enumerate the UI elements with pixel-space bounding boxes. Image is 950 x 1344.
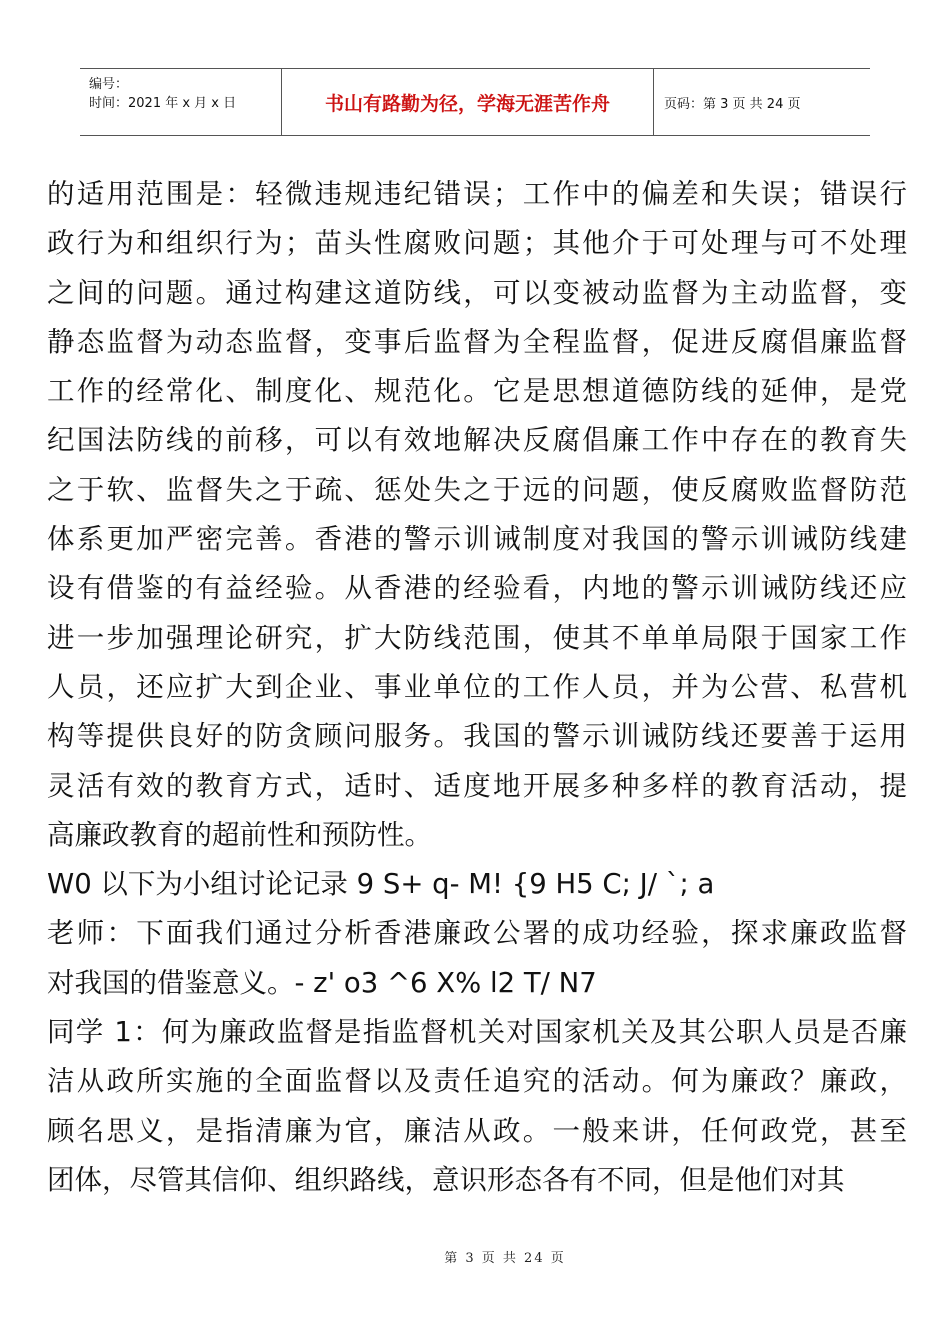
header-page-info: 页码：第 3 页 共 24 页 <box>664 96 801 112</box>
body-line: 对我国的借鉴意义。- z' o3 ^6 X% l2 T/ N7 <box>47 966 597 999</box>
body-line: 设有借鉴的有益经验。从香港的经验看，内地的警示训诫防线还应 <box>47 572 907 605</box>
body-line: 进一步加强理论研究，扩大防线范围，使其不单单局限于国家工作 <box>47 621 907 654</box>
body-line: W0 以下为小组讨论记录 9 S+ q- M! {9 H5 C; J/ `; a <box>47 868 715 901</box>
body-line: 构等提供良好的防贪顾问服务。我国的警示训诫防线还要善于运用 <box>47 720 907 753</box>
body-line: 高廉政教育的超前性和预防性。 <box>47 818 432 851</box>
body-line: 工作的经常化、制度化、规范化。它是思想道德防线的延伸，是党 <box>47 375 907 408</box>
body-line: 顾名思义，是指清廉为官，廉洁从政。一般来讲，任何政党，甚至 <box>47 1114 907 1147</box>
body-line: 体系更加严密完善。香港的警示训诫制度对我国的警示训诫防线建 <box>47 523 907 556</box>
header-page-cell <box>654 69 870 135</box>
body-line: 静态监督为动态监督，变事后监督为全程监督，促进反腐倡廉监督 <box>47 325 907 358</box>
page-footer: 第 3 页 共 24 页 <box>444 1251 566 1266</box>
body-line: 的适用范围是：轻微违规违纪错误；工作中的偏差和失误；错误行 <box>47 178 907 210</box>
body-line: 之于软、监督失之于疏、惩处失之于远的问题，使反腐败监督防范 <box>47 473 907 506</box>
body-line: 之间的问题。通过构建这道防线，可以变被动监督为主动监督，变 <box>47 276 907 309</box>
header-meta <box>80 69 282 135</box>
body-line: 老师：下面我们通过分析香港廉政公署的成功经验，探求廉政监督 <box>47 917 907 950</box>
body-line: 人员，还应扩大到企业、事业单位的工作人员，并为公营、私营机 <box>47 670 907 703</box>
body-line: 政行为和组织行为；苗头性腐败问题；其他介于可处理与可不处理 <box>47 227 907 260</box>
body-line: 洁从政所实施的全面监督以及责任追究的活动。何为廉政？廉政， <box>47 1065 907 1098</box>
time-label: 时间：2021 年 x 月 x 日 <box>89 96 237 111</box>
body-line: 纪国法防线的前移，可以有效地解决反腐倡廉工作中存在的教育失 <box>47 424 907 457</box>
body-line: 团体，尽管其信仰、组织路线，意识形态各有不同，但是他们对其 <box>47 1163 845 1196</box>
document-body <box>47 170 907 1205</box>
body-line: 灵活有效的教育方式，适时、适度地开展多种多样的教育活动，提 <box>47 769 907 802</box>
body-line: 同学 1：何为廉政监督是指监督机关对国家机关及其公职人员是否廉 <box>47 1016 907 1049</box>
page-header <box>80 68 870 136</box>
header-motto-cell <box>282 69 654 135</box>
header-motto: 书山有路勤为径，学海无涯苦作舟 <box>324 92 610 115</box>
number-label: 编号： <box>89 77 129 92</box>
